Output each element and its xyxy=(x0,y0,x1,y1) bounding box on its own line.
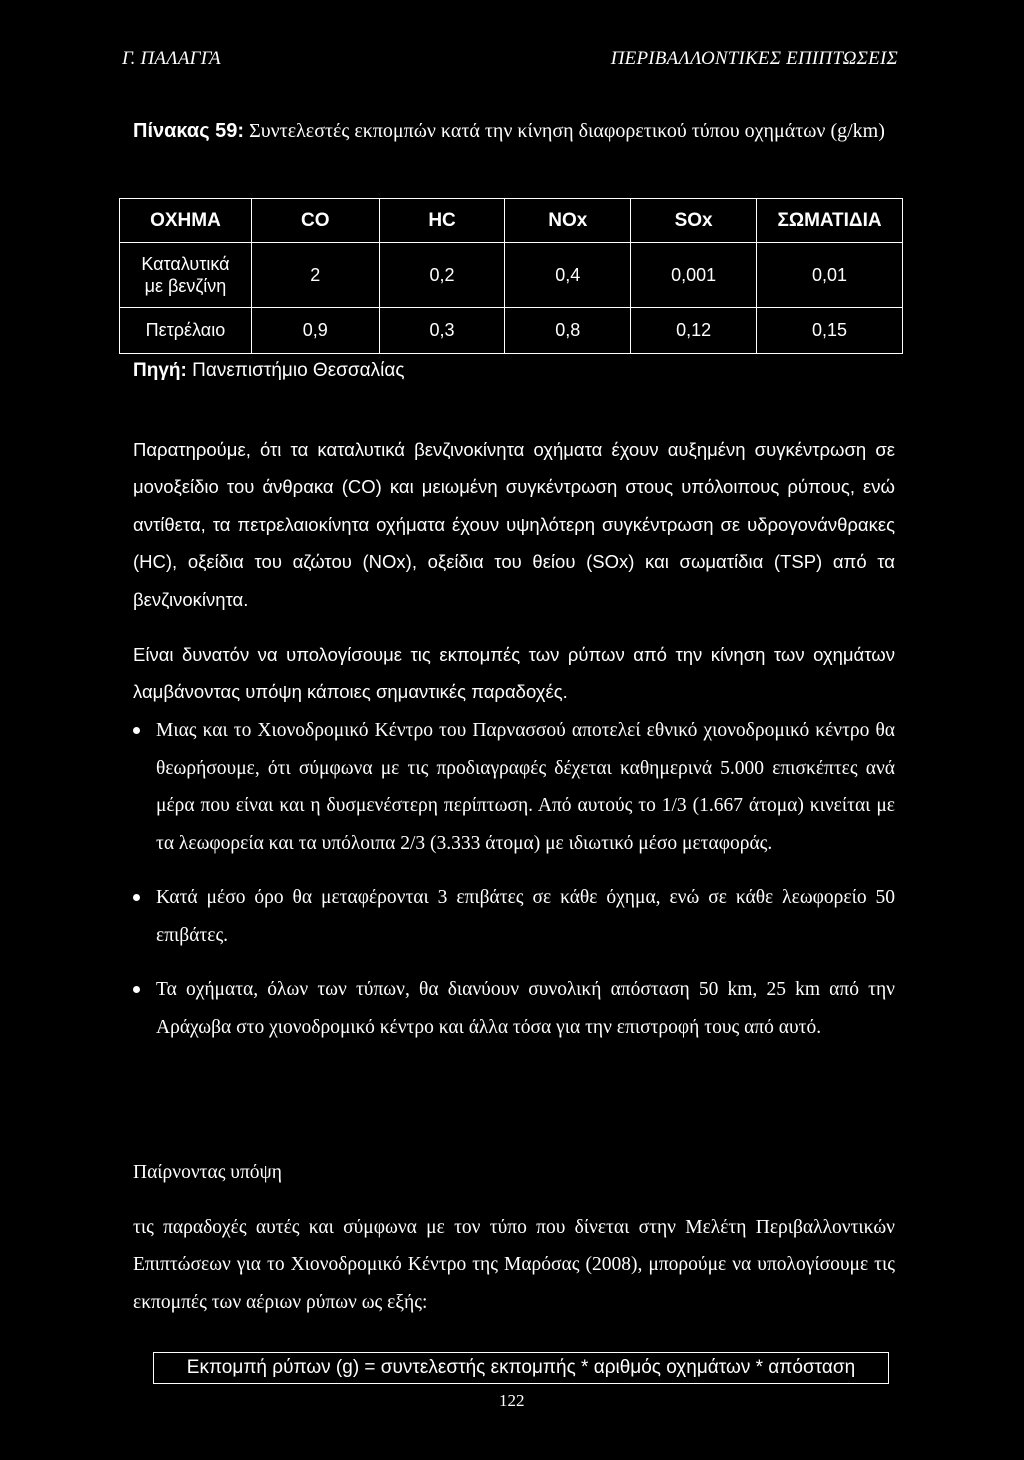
paragraph-method: τις παραδοχές αυτές και σύμφωνα με τον τύπο που δίνεται στην Μελέτη Περιβαλλοντικών Επιπτώσεων για το Χιονοδρομικό Κέντρο της Μαρόσας (2008), μπορούμε να υπολογίσουμε τις εκπομπές των αέριων ρύπων ως εξής: xyxy=(133,1216,895,1313)
cell-nox: 0,8 xyxy=(505,308,631,354)
cell-hc: 0,2 xyxy=(379,243,505,308)
table-header-row xyxy=(120,199,903,243)
header-sox: SOx xyxy=(631,199,757,243)
page-number: 122 xyxy=(499,1391,525,1410)
cell-particles: 0,01 xyxy=(757,243,903,308)
bullet-icon xyxy=(133,894,140,901)
cell-nox: 0,4 xyxy=(505,243,631,308)
assumptions-list xyxy=(133,712,895,1063)
paragraph-assumptions-intro: Είναι δυνατόν να υπολογίσουμε τις εκπομπές των ρύπων από την κίνηση των οχημάτων λαμβάνοντας υπόψη κάποιες σημαντικές παραδοχές. xyxy=(133,643,895,702)
paragraph-considering: Παίρνοντας υπόψη xyxy=(133,1161,282,1183)
cell-sox: 0,001 xyxy=(631,243,757,308)
table-source xyxy=(133,360,404,382)
list-item-text: Μιας και το Χιονοδρομικό Κέντρο του Παρνασσού αποτελεί εθνικό χιονοδρομικό κέντρο θα θεωρήσουμε, ότι σύμφωνα με τις προδιαγραφές δέχεται καθημερινά 5.000 επισκέπτες ανά μέρα που είναι και η δυσμενέστερη περίπτωση. Από αυτούς το 1/3 (1.667 άτομα) κινείται με τα λεωφορεία και τα υπόλοιπα 2/3 (3.333 άτομα) με ιδιωτικό μέσο μεταφοράς. xyxy=(156,720,895,854)
source-label: Πηγή: xyxy=(133,360,187,381)
bullet-icon xyxy=(133,727,140,734)
header-vehicle: ΟΧΗΜΑ xyxy=(120,199,252,243)
header-co: CO xyxy=(251,199,379,243)
list-item-text: Κατά μέσο όρο θα μεταφέρονται 3 επιβάτες σε κάθε όχημα, ενώ σε κάθε λεωφορείο 50 επιβάτες. xyxy=(156,887,895,946)
table-caption xyxy=(133,112,903,150)
paragraph-observation: Παρατηρούμε, ότι τα καταλυτικά βενζινοκίνητα οχήματα έχουν αυξημένη συγκέντρωση σε μονοξείδιο του άνθρακα (CO) και μειωμένη συγκέντρωση στους υπόλοιπους ρύπους, ενώ αντίθετα, τα πετρελαιοκίνητα οχήματα έχουν υψηλότερη συγκέντρωση σε υδρογονάνθρακες (HC), οξείδια του αζώτου (NOx), οξείδια του θείου (SOx) και σωματίδια (TSP) από τα βενζινοκίνητα. xyxy=(133,438,895,610)
cell-vehicle xyxy=(120,243,252,308)
emission-formula: Εκπομπή ρύπων (g) = συντελεστής εκπομπής * αριθμός οχημάτων * απόσταση xyxy=(153,1352,889,1384)
vehicle-line2: με βενζίνη xyxy=(144,276,227,296)
header-title: ΠΕΡΙΒΑΛΛΟΝΤΙΚΕΣ ΕΠΙΠΤΩΣΕΙΣ xyxy=(610,48,898,69)
emissions-table xyxy=(119,198,903,354)
header-author: Γ. ΠΑΛΑΓΓΑ xyxy=(122,48,221,69)
table-row xyxy=(120,243,903,308)
table-caption-text: Συντελεστές εκπομπών κατά την κίνηση διαφορετικού τύπου οχημάτων (g/km) xyxy=(249,120,885,142)
cell-co: 2 xyxy=(251,243,379,308)
header-particles: ΣΩΜΑΤΙΔΙΑ xyxy=(757,199,903,243)
cell-particles: 0,15 xyxy=(757,308,903,354)
cell-hc: 0,3 xyxy=(379,308,505,354)
list-item xyxy=(133,971,895,1046)
cell-vehicle: Πετρέλαιο xyxy=(120,308,252,354)
vehicle-line1: Καταλυτικά xyxy=(141,254,230,274)
table-row xyxy=(120,308,903,354)
cell-sox: 0,12 xyxy=(631,308,757,354)
list-item xyxy=(133,712,895,862)
table-caption-label: Πίνακας 59: xyxy=(133,120,245,142)
cell-co: 0,9 xyxy=(251,308,379,354)
source-text: Πανεπιστήμιο Θεσσαλίας xyxy=(192,360,405,381)
list-item-text: Τα οχήματα, όλων των τύπων, θα διανύουν συνολική απόσταση 50 km, 25 km από την Αράχωβα στο χιονοδρομικό κέντρο και άλλα τόσα για την επιστροφή τους από αυτό. xyxy=(156,979,895,1038)
header-hc: HC xyxy=(379,199,505,243)
header-nox: NOx xyxy=(505,199,631,243)
list-item xyxy=(133,879,895,954)
bullet-icon xyxy=(133,986,140,993)
